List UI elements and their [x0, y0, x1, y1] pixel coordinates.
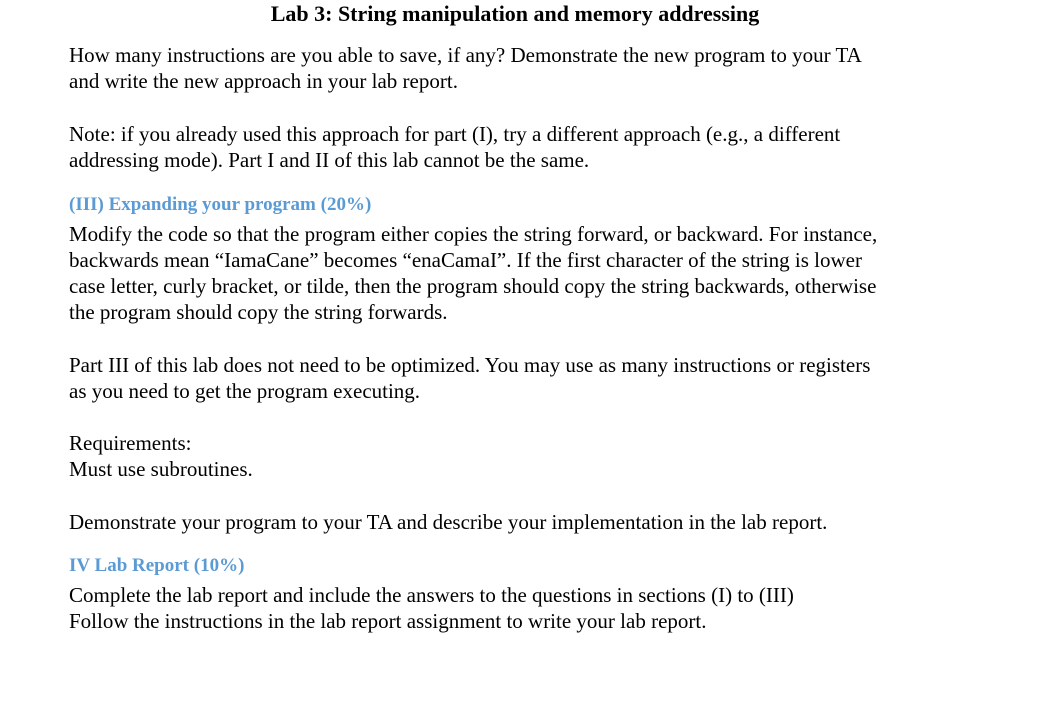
- section-4-heading: IV Lab Report (10%): [69, 555, 245, 576]
- section-3-p1-line-4: the program should copy the string forwards.: [69, 300, 448, 324]
- section-3-p1-line-3: case letter, curly bracket, or tilde, then the program should copy the string backwards, otherwise: [69, 274, 877, 298]
- intro-line-2: and write the new approach in your lab report.: [69, 69, 458, 93]
- section-3-paragraph-1: [69, 221, 969, 325]
- demo-line: Demonstrate your program to your TA and describe your implementation in the lab report.: [69, 510, 828, 534]
- section-3-p2-line-2: as you need to get the program executing.: [69, 379, 421, 403]
- section-3-heading: (III) Expanding your program (20%): [69, 194, 372, 215]
- note-paragraph: [69, 121, 969, 173]
- intro-line-1: How many instructions are you able to save, if any? Demonstrate the new program to your TA: [69, 43, 862, 67]
- section-3-p1-line-1: Modify the code so that the program either copies the string forward, or backward. For instance,: [69, 222, 878, 246]
- section-4-paragraph: [69, 582, 969, 634]
- section-4-line-2: Follow the instructions in the lab report assignment to write your lab report.: [69, 609, 707, 633]
- note-line-1: Note: if you already used this approach for part (I), try a different approach (e.g., a different: [69, 122, 841, 146]
- document-title: Lab 3: String manipulation and memory addressing: [270, 1, 760, 26]
- intro-paragraph: [69, 42, 969, 94]
- section-3-paragraph-2: [69, 352, 969, 404]
- requirements-item: Must use subroutines.: [69, 457, 253, 481]
- requirements-label: Requirements:: [69, 431, 192, 455]
- section-4-line-1: Complete the lab report and include the answers to the questions in sections (I) to (III): [69, 583, 794, 607]
- section-3-p1-line-2: backwards mean “IamaCane” becomes “enaCamaI”. If the first character of the string is lower: [69, 248, 862, 272]
- note-line-2: addressing mode). Part I and II of this lab cannot be the same.: [69, 148, 590, 172]
- requirements-block: [69, 430, 969, 482]
- demo-paragraph: [69, 509, 969, 535]
- section-3-p2-line-1: Part III of this lab does not need to be optimized. You may use as many instructions or registers: [69, 353, 871, 377]
